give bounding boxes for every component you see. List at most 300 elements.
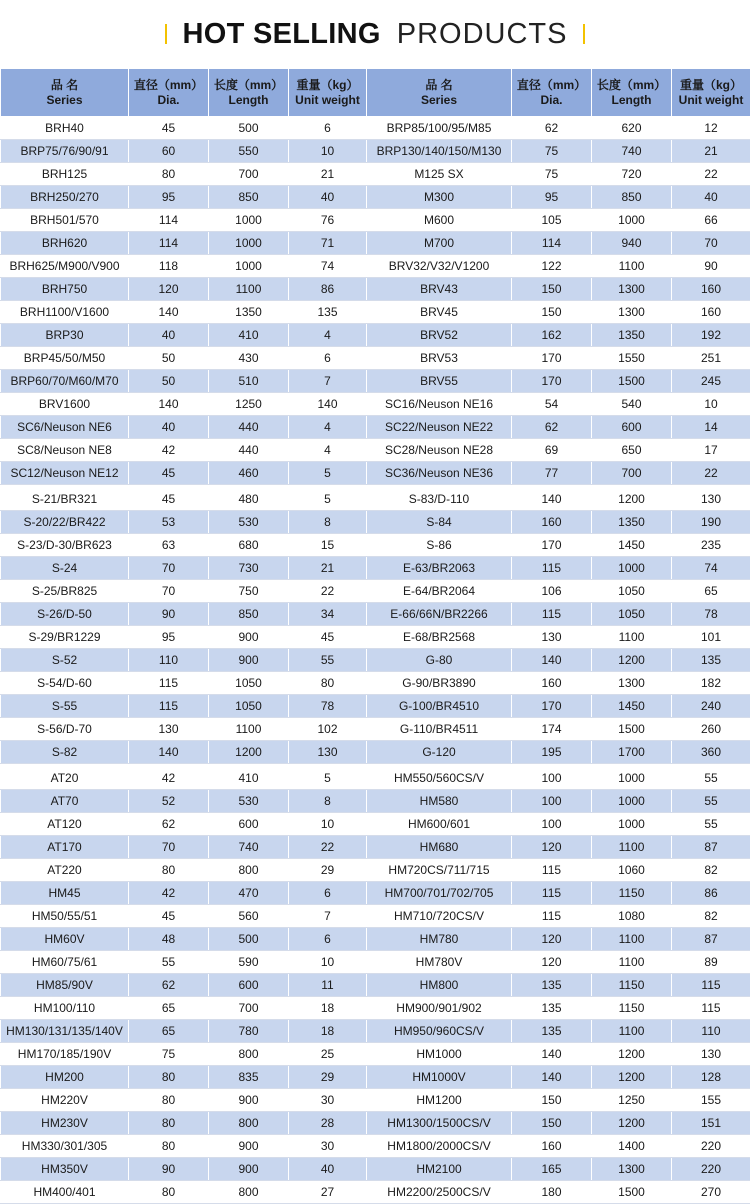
cell-dia-left: 42 [129, 767, 209, 790]
cell-weight-left: 11 [289, 974, 367, 997]
cell-series-right: M600 [367, 209, 512, 232]
cell-series-left: HM330/301/305 [1, 1135, 129, 1158]
cell-series-left: SC8/Neuson NE8 [1, 439, 129, 462]
cell-weight-right: 160 [672, 301, 750, 324]
cell-weight-left: 4 [289, 416, 367, 439]
cell-series-left: AT70 [1, 790, 129, 813]
cell-length-left: 500 [209, 928, 289, 951]
cell-dia-left: 45 [129, 462, 209, 485]
cell-dia-left: 50 [129, 347, 209, 370]
cell-dia-right: 100 [512, 790, 592, 813]
cell-length-left: 1350 [209, 301, 289, 324]
cell-length-right: 1450 [592, 534, 672, 557]
cell-series-left: HM100/110 [1, 997, 129, 1020]
table-row [1, 117, 750, 140]
cell-series-left: BRH620 [1, 232, 129, 255]
cell-weight-left: 10 [289, 140, 367, 163]
cell-length-right: 720 [592, 163, 672, 186]
cell-weight-right: 220 [672, 1135, 750, 1158]
cell-series-right: E-68/BR2568 [367, 626, 512, 649]
cell-weight-right: 14 [672, 416, 750, 439]
cell-series-left: AT220 [1, 859, 129, 882]
cell-length-left: 1250 [209, 393, 289, 416]
cell-weight-left: 34 [289, 603, 367, 626]
cell-series-left: S-21/BR321 [1, 488, 129, 511]
cell-length-right: 1700 [592, 741, 672, 764]
cell-dia-right: 120 [512, 951, 592, 974]
cell-series-left: S-24 [1, 557, 129, 580]
cell-series-right: HM800 [367, 974, 512, 997]
cell-weight-left: 5 [289, 488, 367, 511]
cell-dia-right: 140 [512, 1066, 592, 1089]
cell-series-right: BRV43 [367, 278, 512, 301]
table-row [1, 1112, 750, 1135]
cell-length-right: 1000 [592, 790, 672, 813]
cell-dia-left: 118 [129, 255, 209, 278]
cell-series-right: G-80 [367, 649, 512, 672]
cell-dia-right: 75 [512, 140, 592, 163]
table-row [1, 278, 750, 301]
cell-length-right: 1100 [592, 836, 672, 859]
cell-series-right: SC28/Neuson NE28 [367, 439, 512, 462]
cell-dia-right: 180 [512, 1181, 592, 1204]
cell-weight-left: 71 [289, 232, 367, 255]
table-row [1, 626, 750, 649]
cell-series-left: AT120 [1, 813, 129, 836]
cell-weight-right: 251 [672, 347, 750, 370]
cell-weight-left: 18 [289, 1020, 367, 1043]
cell-weight-left: 29 [289, 859, 367, 882]
cell-length-left: 410 [209, 767, 289, 790]
cell-weight-left: 22 [289, 580, 367, 603]
cell-length-left: 850 [209, 186, 289, 209]
cell-series-left: HM220V [1, 1089, 129, 1112]
cell-dia-left: 80 [129, 1066, 209, 1089]
cell-length-right: 1000 [592, 767, 672, 790]
cell-length-right: 1500 [592, 718, 672, 741]
page-banner [0, 0, 750, 68]
cell-weight-left: 8 [289, 790, 367, 813]
cell-series-left: BRP45/50/M50 [1, 347, 129, 370]
cell-length-left: 1100 [209, 718, 289, 741]
cell-length-right: 1050 [592, 603, 672, 626]
cell-length-left: 1000 [209, 232, 289, 255]
cell-dia-right: 195 [512, 741, 592, 764]
cell-length-left: 600 [209, 813, 289, 836]
cell-length-left: 900 [209, 1158, 289, 1181]
cell-length-right: 1500 [592, 1181, 672, 1204]
cell-series-left: BRH40 [1, 117, 129, 140]
cell-weight-right: 10 [672, 393, 750, 416]
cell-weight-left: 27 [289, 1181, 367, 1204]
header-weight-left: 重量（kg） Unit weight [289, 69, 367, 117]
cell-length-right: 620 [592, 117, 672, 140]
banner-accent-left [165, 24, 167, 44]
cell-dia-left: 62 [129, 813, 209, 836]
cell-dia-left: 80 [129, 859, 209, 882]
cell-length-left: 530 [209, 790, 289, 813]
cell-weight-right: 260 [672, 718, 750, 741]
cell-length-left: 750 [209, 580, 289, 603]
cell-series-right: S-84 [367, 511, 512, 534]
cell-dia-left: 65 [129, 1020, 209, 1043]
cell-length-left: 740 [209, 836, 289, 859]
cell-length-left: 410 [209, 324, 289, 347]
table-row [1, 163, 750, 186]
cell-length-right: 540 [592, 393, 672, 416]
cell-length-right: 1100 [592, 626, 672, 649]
cell-weight-left: 40 [289, 1158, 367, 1181]
cell-dia-right: 135 [512, 1020, 592, 1043]
cell-weight-right: 240 [672, 695, 750, 718]
cell-series-right: BRP85/100/95/M85 [367, 117, 512, 140]
cell-weight-left: 28 [289, 1112, 367, 1135]
cell-dia-left: 110 [129, 649, 209, 672]
cell-series-right: G-120 [367, 741, 512, 764]
cell-length-right: 1000 [592, 813, 672, 836]
cell-dia-left: 130 [129, 718, 209, 741]
table-row [1, 1066, 750, 1089]
cell-series-left: S-54/D-60 [1, 672, 129, 695]
table-body [1, 117, 750, 1204]
cell-length-right: 1300 [592, 301, 672, 324]
cell-dia-left: 45 [129, 117, 209, 140]
banner-title-bold: HOT SELLING [183, 18, 381, 51]
cell-weight-left: 21 [289, 163, 367, 186]
cell-dia-left: 90 [129, 1158, 209, 1181]
table-row [1, 882, 750, 905]
cell-series-left: S-25/BR825 [1, 580, 129, 603]
cell-dia-right: 150 [512, 278, 592, 301]
cell-length-left: 500 [209, 117, 289, 140]
cell-series-left: S-29/BR1229 [1, 626, 129, 649]
cell-dia-right: 115 [512, 603, 592, 626]
cell-dia-right: 130 [512, 626, 592, 649]
cell-dia-left: 114 [129, 209, 209, 232]
cell-dia-right: 160 [512, 672, 592, 695]
table-row [1, 951, 750, 974]
cell-series-right: BRV55 [367, 370, 512, 393]
banner-title-light: PRODUCTS [397, 18, 568, 51]
cell-length-left: 430 [209, 347, 289, 370]
cell-weight-right: 190 [672, 511, 750, 534]
table-row [1, 324, 750, 347]
header-dia-left: 直径（mm） Dia. [129, 69, 209, 117]
cell-length-left: 800 [209, 1112, 289, 1135]
cell-series-right: HM1200 [367, 1089, 512, 1112]
cell-length-right: 1100 [592, 951, 672, 974]
cell-series-left: BRV1600 [1, 393, 129, 416]
cell-dia-right: 135 [512, 974, 592, 997]
cell-length-left: 800 [209, 859, 289, 882]
cell-dia-right: 105 [512, 209, 592, 232]
cell-series-right: BRV53 [367, 347, 512, 370]
cell-weight-right: 155 [672, 1089, 750, 1112]
table-row [1, 209, 750, 232]
cell-weight-left: 10 [289, 813, 367, 836]
cell-length-left: 550 [209, 140, 289, 163]
cell-weight-left: 15 [289, 534, 367, 557]
cell-weight-right: 70 [672, 232, 750, 255]
table-row [1, 905, 750, 928]
cell-series-left: BRH625/M900/V900 [1, 255, 129, 278]
cell-series-right: BRP130/140/150/M130 [367, 140, 512, 163]
cell-series-left: S-55 [1, 695, 129, 718]
cell-series-right: HM710/720CS/V [367, 905, 512, 928]
cell-series-right: HM580 [367, 790, 512, 813]
cell-dia-left: 140 [129, 393, 209, 416]
table-row [1, 511, 750, 534]
cell-length-left: 510 [209, 370, 289, 393]
cell-weight-left: 10 [289, 951, 367, 974]
cell-dia-right: 140 [512, 649, 592, 672]
cell-series-left: SC12/Neuson NE12 [1, 462, 129, 485]
cell-length-right: 1200 [592, 488, 672, 511]
table-row [1, 370, 750, 393]
cell-weight-right: 270 [672, 1181, 750, 1204]
cell-length-left: 900 [209, 1135, 289, 1158]
cell-weight-left: 29 [289, 1066, 367, 1089]
cell-length-right: 1200 [592, 1043, 672, 1066]
cell-length-left: 800 [209, 1181, 289, 1204]
cell-length-left: 600 [209, 974, 289, 997]
table-row [1, 1158, 750, 1181]
cell-weight-left: 4 [289, 439, 367, 462]
cell-series-left: HM350V [1, 1158, 129, 1181]
cell-dia-right: 140 [512, 1043, 592, 1066]
cell-series-right: SC16/Neuson NE16 [367, 393, 512, 416]
cell-weight-right: 12 [672, 117, 750, 140]
cell-series-right: M700 [367, 232, 512, 255]
cell-weight-left: 140 [289, 393, 367, 416]
cell-dia-left: 80 [129, 1089, 209, 1112]
cell-dia-left: 40 [129, 324, 209, 347]
cell-dia-right: 115 [512, 882, 592, 905]
cell-dia-left: 45 [129, 488, 209, 511]
table-row [1, 718, 750, 741]
header-series-right: 品 名 Series [367, 69, 512, 117]
cell-length-right: 1000 [592, 209, 672, 232]
table-row [1, 813, 750, 836]
cell-dia-right: 174 [512, 718, 592, 741]
cell-weight-left: 135 [289, 301, 367, 324]
cell-weight-right: 135 [672, 649, 750, 672]
cell-series-right: M300 [367, 186, 512, 209]
cell-series-right: E-63/BR2063 [367, 557, 512, 580]
cell-length-right: 1450 [592, 695, 672, 718]
cell-dia-left: 53 [129, 511, 209, 534]
cell-weight-right: 90 [672, 255, 750, 278]
cell-length-left: 1000 [209, 209, 289, 232]
cell-weight-right: 182 [672, 672, 750, 695]
cell-weight-right: 22 [672, 163, 750, 186]
cell-length-right: 1150 [592, 882, 672, 905]
cell-dia-right: 115 [512, 905, 592, 928]
header-series-left: 品 名 Series [1, 69, 129, 117]
table-row [1, 347, 750, 370]
table-row [1, 580, 750, 603]
cell-dia-left: 60 [129, 140, 209, 163]
cell-weight-left: 6 [289, 117, 367, 140]
cell-series-left: HM50/55/51 [1, 905, 129, 928]
cell-dia-right: 95 [512, 186, 592, 209]
cell-length-right: 1300 [592, 1158, 672, 1181]
cell-dia-right: 120 [512, 928, 592, 951]
cell-length-left: 1200 [209, 741, 289, 764]
cell-dia-right: 115 [512, 859, 592, 882]
cell-dia-right: 100 [512, 767, 592, 790]
cell-dia-left: 70 [129, 580, 209, 603]
cell-length-right: 700 [592, 462, 672, 485]
cell-weight-right: 151 [672, 1112, 750, 1135]
cell-dia-left: 50 [129, 370, 209, 393]
cell-weight-right: 101 [672, 626, 750, 649]
cell-weight-left: 80 [289, 672, 367, 695]
cell-weight-left: 5 [289, 767, 367, 790]
cell-weight-right: 55 [672, 813, 750, 836]
cell-dia-right: 150 [512, 1089, 592, 1112]
cell-weight-left: 5 [289, 462, 367, 485]
cell-series-right: BRV45 [367, 301, 512, 324]
table-row [1, 557, 750, 580]
cell-dia-left: 45 [129, 905, 209, 928]
cell-dia-left: 114 [129, 232, 209, 255]
cell-series-left: S-82 [1, 741, 129, 764]
cell-weight-left: 21 [289, 557, 367, 580]
table-row [1, 1043, 750, 1066]
cell-series-left: HM230V [1, 1112, 129, 1135]
cell-length-left: 900 [209, 1089, 289, 1112]
cell-dia-left: 40 [129, 416, 209, 439]
cell-dia-left: 55 [129, 951, 209, 974]
cell-length-left: 780 [209, 1020, 289, 1043]
cell-length-right: 850 [592, 186, 672, 209]
table-row [1, 1020, 750, 1043]
cell-series-right: HM900/901/902 [367, 997, 512, 1020]
cell-series-left: HM45 [1, 882, 129, 905]
cell-dia-right: 170 [512, 534, 592, 557]
cell-series-left: AT20 [1, 767, 129, 790]
cell-dia-right: 150 [512, 1112, 592, 1135]
cell-weight-right: 130 [672, 488, 750, 511]
cell-weight-left: 25 [289, 1043, 367, 1066]
table-row [1, 997, 750, 1020]
cell-weight-left: 6 [289, 882, 367, 905]
cell-series-left: HM60/75/61 [1, 951, 129, 974]
cell-series-left: BRP75/76/90/91 [1, 140, 129, 163]
cell-series-right: M125 SX [367, 163, 512, 186]
table-row [1, 1135, 750, 1158]
table-row [1, 462, 750, 485]
cell-dia-left: 80 [129, 1112, 209, 1135]
cell-length-right: 1200 [592, 649, 672, 672]
cell-length-left: 1100 [209, 278, 289, 301]
cell-weight-right: 110 [672, 1020, 750, 1043]
cell-series-left: HM170/185/190V [1, 1043, 129, 1066]
cell-length-right: 1300 [592, 672, 672, 695]
cell-weight-left: 130 [289, 741, 367, 764]
cell-series-right: HM780 [367, 928, 512, 951]
cell-length-right: 1100 [592, 255, 672, 278]
cell-series-right: SC36/Neuson NE36 [367, 462, 512, 485]
table-row [1, 836, 750, 859]
cell-dia-left: 42 [129, 439, 209, 462]
table-row [1, 790, 750, 813]
cell-series-right: S-83/D-110 [367, 488, 512, 511]
table-row [1, 767, 750, 790]
cell-dia-left: 70 [129, 836, 209, 859]
cell-length-right: 1400 [592, 1135, 672, 1158]
cell-weight-left: 76 [289, 209, 367, 232]
cell-dia-left: 140 [129, 741, 209, 764]
cell-series-right: BRV32/V32/V1200 [367, 255, 512, 278]
cell-dia-right: 62 [512, 117, 592, 140]
cell-length-right: 1300 [592, 278, 672, 301]
cell-weight-left: 86 [289, 278, 367, 301]
cell-dia-right: 115 [512, 557, 592, 580]
cell-length-right: 600 [592, 416, 672, 439]
cell-length-left: 900 [209, 626, 289, 649]
cell-dia-left: 63 [129, 534, 209, 557]
cell-length-left: 700 [209, 163, 289, 186]
cell-series-right: HM720CS/711/715 [367, 859, 512, 882]
cell-length-right: 1060 [592, 859, 672, 882]
cell-series-right: E-66/66N/BR2266 [367, 603, 512, 626]
table-row [1, 416, 750, 439]
cell-length-right: 740 [592, 140, 672, 163]
cell-series-left: BRH250/270 [1, 186, 129, 209]
cell-weight-right: 245 [672, 370, 750, 393]
cell-dia-right: 170 [512, 347, 592, 370]
cell-dia-left: 65 [129, 997, 209, 1020]
cell-length-left: 460 [209, 462, 289, 485]
cell-series-left: S-26/D-50 [1, 603, 129, 626]
cell-length-left: 700 [209, 997, 289, 1020]
cell-weight-right: 128 [672, 1066, 750, 1089]
table-row [1, 301, 750, 324]
cell-series-right: HM550/560CS/V [367, 767, 512, 790]
cell-weight-left: 4 [289, 324, 367, 347]
cell-weight-left: 55 [289, 649, 367, 672]
cell-length-right: 1200 [592, 1066, 672, 1089]
cell-length-right: 1100 [592, 1020, 672, 1043]
cell-length-left: 590 [209, 951, 289, 974]
cell-length-right: 1080 [592, 905, 672, 928]
cell-series-right: HM780V [367, 951, 512, 974]
cell-weight-left: 30 [289, 1089, 367, 1112]
cell-dia-left: 80 [129, 1135, 209, 1158]
cell-dia-right: 170 [512, 370, 592, 393]
cell-weight-right: 235 [672, 534, 750, 557]
cell-weight-left: 74 [289, 255, 367, 278]
table-row [1, 255, 750, 278]
cell-weight-right: 87 [672, 836, 750, 859]
cell-series-left: BRH125 [1, 163, 129, 186]
cell-length-right: 940 [592, 232, 672, 255]
table-row [1, 928, 750, 951]
cell-dia-right: 165 [512, 1158, 592, 1181]
cell-dia-left: 42 [129, 882, 209, 905]
cell-dia-left: 80 [129, 1181, 209, 1204]
cell-weight-right: 82 [672, 859, 750, 882]
cell-weight-left: 8 [289, 511, 367, 534]
cell-series-left: HM400/401 [1, 1181, 129, 1204]
cell-dia-right: 162 [512, 324, 592, 347]
cell-length-right: 1500 [592, 370, 672, 393]
cell-dia-right: 170 [512, 695, 592, 718]
cell-length-right: 1350 [592, 511, 672, 534]
cell-weight-right: 360 [672, 741, 750, 764]
